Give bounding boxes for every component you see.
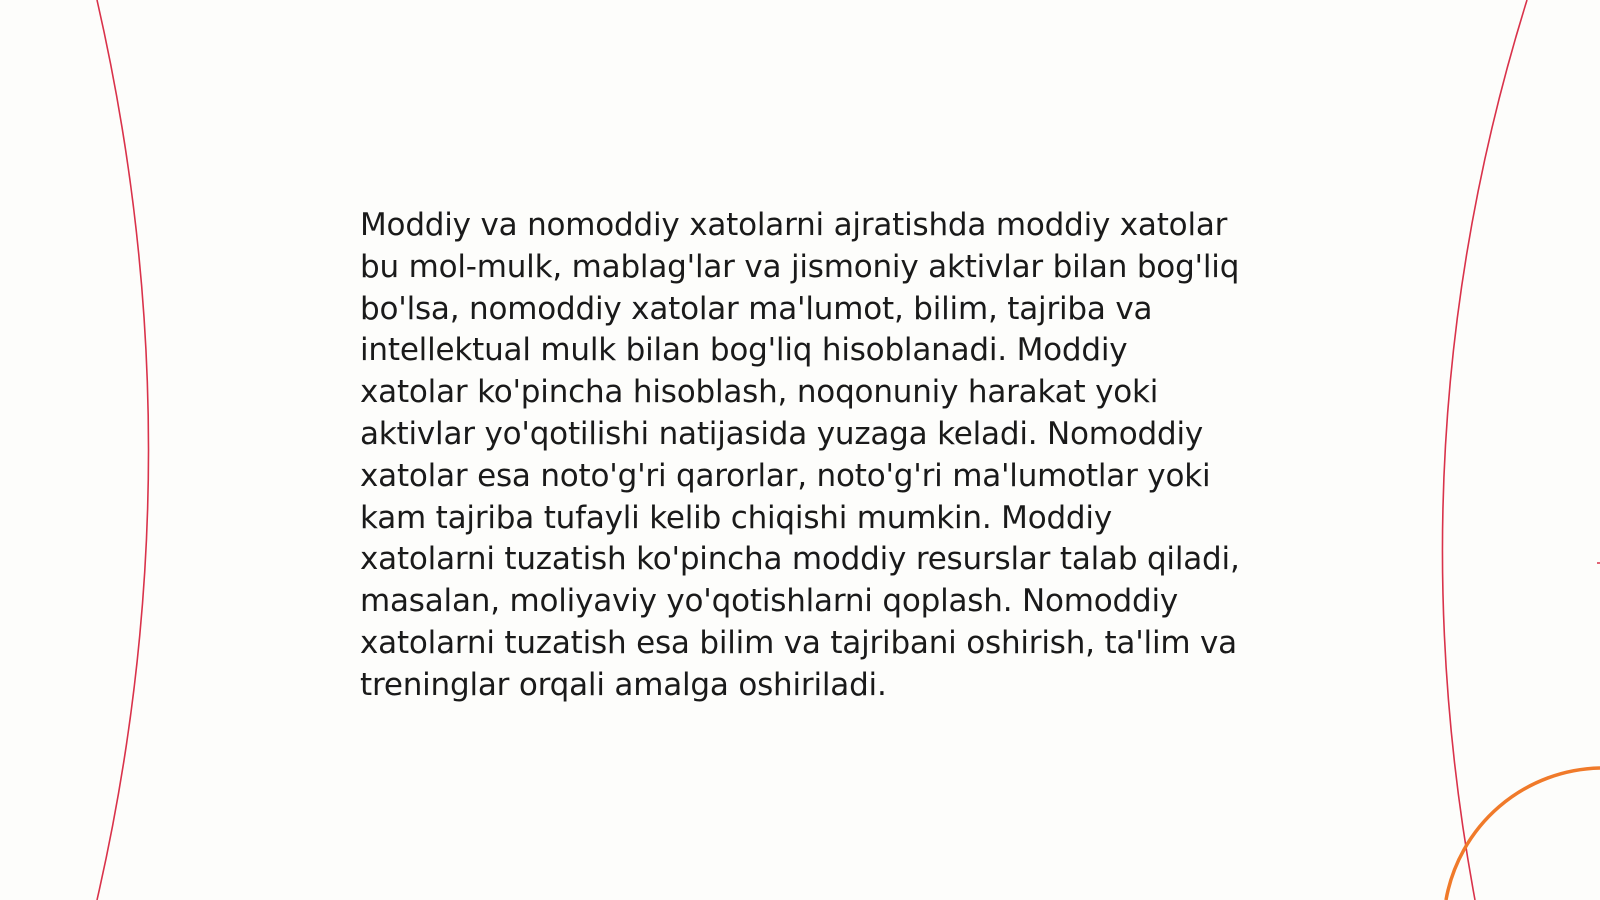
left-curved-line [97,0,149,900]
orange-circle-arc [1446,768,1600,900]
slide-body-paragraph: Moddiy va nomoddiy xatolarni ajratishda moddiy xatolar bu mol-mulk, mablag'lar va jismoniy aktivlar bilan bog'liq bo'lsa, nomoddiy xatolar ma'lumot, bilim, tajriba va intellektual mulk bilan bog'liq hisoblanadi. Moddiy xatolar ko'pincha hisoblash, noqonuniy harakat yoki aktivlar yo'qotilishi natijasida yuzaga keladi. Nomoddiy xatolar esa noto'g'ri qarorlar, noto'g'ri ma'lumotlar yoki kam tajriba tufayli kelib chiqishi mumkin. Moddiy xatolarni tuzatish ko'pincha moddiy resurslar talab qiladi, masalan, moliyaviy yo'qotishlarni qoplash. Nomoddiy xatolarni tuzatish esa bilim va tajribani oshirish, ta'lim va treninglar orqali amalga oshiriladi. [360,207,1240,703]
right-curved-line [1442,0,1527,900]
